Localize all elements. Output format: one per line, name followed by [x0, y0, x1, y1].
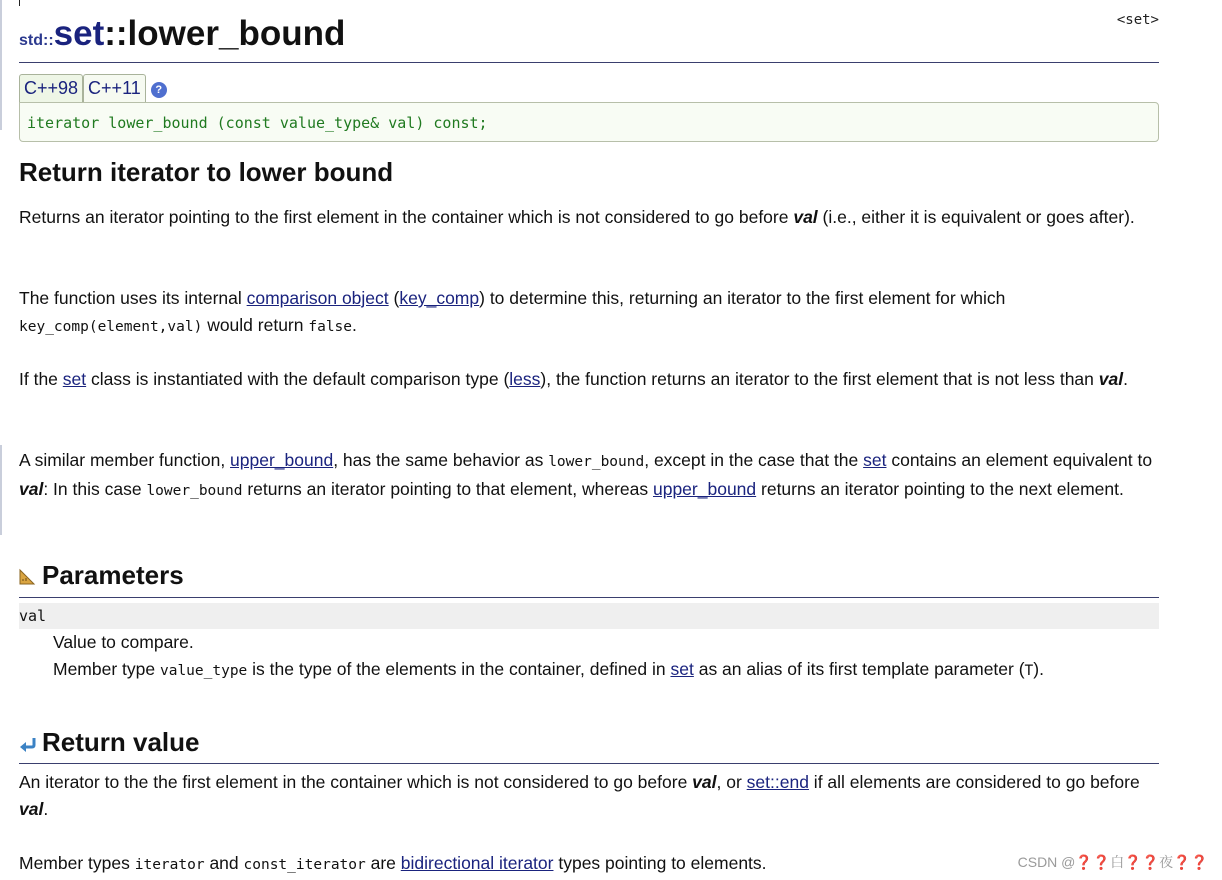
text: returns an iterator pointing to that element, whereas — [242, 479, 653, 499]
title-namespace: std:: — [19, 32, 54, 49]
paragraph-4 — [19, 447, 1164, 505]
text: if all elements are considered to go before — [808, 772, 1140, 792]
text: ( — [388, 288, 400, 308]
text: Value to compare. — [53, 632, 194, 652]
text: : In this case — [43, 479, 147, 499]
title-class[interactable]: set — [53, 14, 105, 53]
text: The function uses its internal — [19, 288, 247, 308]
val-emphasis: val — [793, 207, 818, 227]
text: are — [365, 853, 401, 873]
link-set[interactable]: set — [670, 659, 694, 679]
val-emphasis: val — [19, 799, 44, 819]
tab-cpp11[interactable]: C++11 — [83, 74, 146, 102]
ruler-icon — [19, 568, 36, 585]
section-divider — [19, 763, 1159, 764]
section-heading-parameters — [19, 560, 184, 591]
title-row — [19, 12, 1159, 63]
left-border — [0, 0, 2, 130]
page-title — [19, 14, 345, 54]
text: ), the function returns an iterator to the first element that is not less than — [540, 369, 1099, 389]
text: Member type — [53, 659, 160, 679]
declaration-box — [19, 102, 1159, 142]
link-set[interactable]: set — [863, 450, 887, 470]
text: Returns an iterator pointing to the first element in the container which is not considered to go before — [19, 207, 794, 227]
section-heading-text: Parameters — [42, 560, 184, 590]
return-arrow-icon — [19, 735, 36, 752]
version-tabs — [19, 74, 167, 104]
section-heading-text: Return value — [42, 727, 200, 757]
top-tick — [19, 0, 20, 6]
text: , has the same behavior as — [333, 450, 549, 470]
text: class is instantiated with the default comparison type ( — [86, 369, 510, 389]
text: would return — [202, 315, 309, 335]
link-bidirectional-iterator[interactable]: bidirectional iterator — [400, 853, 554, 873]
text: types pointing to elements. — [553, 853, 767, 873]
param-desc-1 — [53, 629, 1163, 656]
val-emphasis: val — [1098, 369, 1124, 389]
text: An iterator to the the first element in the container which is not considered to go before — [19, 772, 693, 792]
text: returns an iterator pointing to the next element. — [756, 479, 1124, 499]
text: contains an element equivalent to — [886, 450, 1153, 470]
tab-cpp98[interactable]: C++98 — [19, 74, 83, 102]
text: A similar member function, — [19, 450, 231, 470]
text: , except in the case that the — [644, 450, 864, 470]
link-key-comp[interactable]: key_comp — [399, 288, 480, 308]
header-reference[interactable]: <set> — [1116, 12, 1159, 28]
inline-code: lower_bound — [548, 454, 645, 470]
inline-code: key_comp(element,val) — [19, 319, 203, 335]
link-set-end[interactable]: set::end — [746, 772, 809, 792]
left-border-2 — [0, 445, 2, 535]
text: (i.e., either it is equivalent or goes after). — [817, 207, 1135, 227]
text: as an alias of its first template parameter ( — [693, 659, 1025, 679]
section-heading-main: Return iterator to lower bound — [19, 157, 394, 187]
paragraph-1 — [19, 204, 1164, 231]
watermark: CSDN @❓❓白❓❓夜❓❓ — [1017, 854, 1208, 870]
link-set[interactable]: set — [62, 369, 87, 389]
link-upper-bound[interactable]: upper_bound — [230, 450, 334, 470]
link-comparison-object[interactable]: comparison object — [246, 288, 389, 308]
return-paragraph-2 — [19, 850, 1164, 879]
help-icon[interactable]: ? — [151, 82, 167, 98]
section-divider — [19, 597, 1159, 598]
inline-code: value_type — [159, 663, 248, 679]
text: . — [43, 799, 49, 819]
text: is the type of the elements in the container, defined in — [247, 659, 671, 679]
text: Member types — [19, 853, 135, 873]
text: , or — [716, 772, 747, 792]
text: . — [1123, 369, 1128, 389]
param-name-row — [19, 603, 1159, 629]
declaration-code: iterator lower_bound (const value_type& val) const; — [27, 114, 488, 132]
inline-code: T — [1024, 663, 1034, 679]
text: ) to determine this, returning an iterator to the first element for which — [479, 288, 1006, 308]
link-less[interactable]: less — [509, 369, 541, 389]
inline-code: iterator — [134, 857, 205, 873]
val-emphasis: val — [19, 479, 44, 499]
text: and — [204, 853, 244, 873]
text: If the — [19, 369, 63, 389]
val-emphasis: val — [692, 772, 717, 792]
link-upper-bound[interactable]: upper_bound — [652, 479, 757, 499]
param-desc-2 — [53, 656, 1163, 685]
title-member: ::lower_bound — [104, 14, 346, 53]
inline-code: lower_bound — [146, 483, 243, 499]
inline-code: const_iterator — [243, 857, 366, 873]
inline-code: false — [308, 319, 353, 335]
return-paragraph-1 — [19, 769, 1164, 823]
text: ). — [1033, 659, 1044, 679]
param-name: val — [19, 607, 47, 625]
section-heading-return — [19, 727, 200, 758]
paragraph-3 — [19, 366, 1164, 393]
text: . — [352, 315, 357, 335]
paragraph-2 — [19, 285, 1164, 341]
